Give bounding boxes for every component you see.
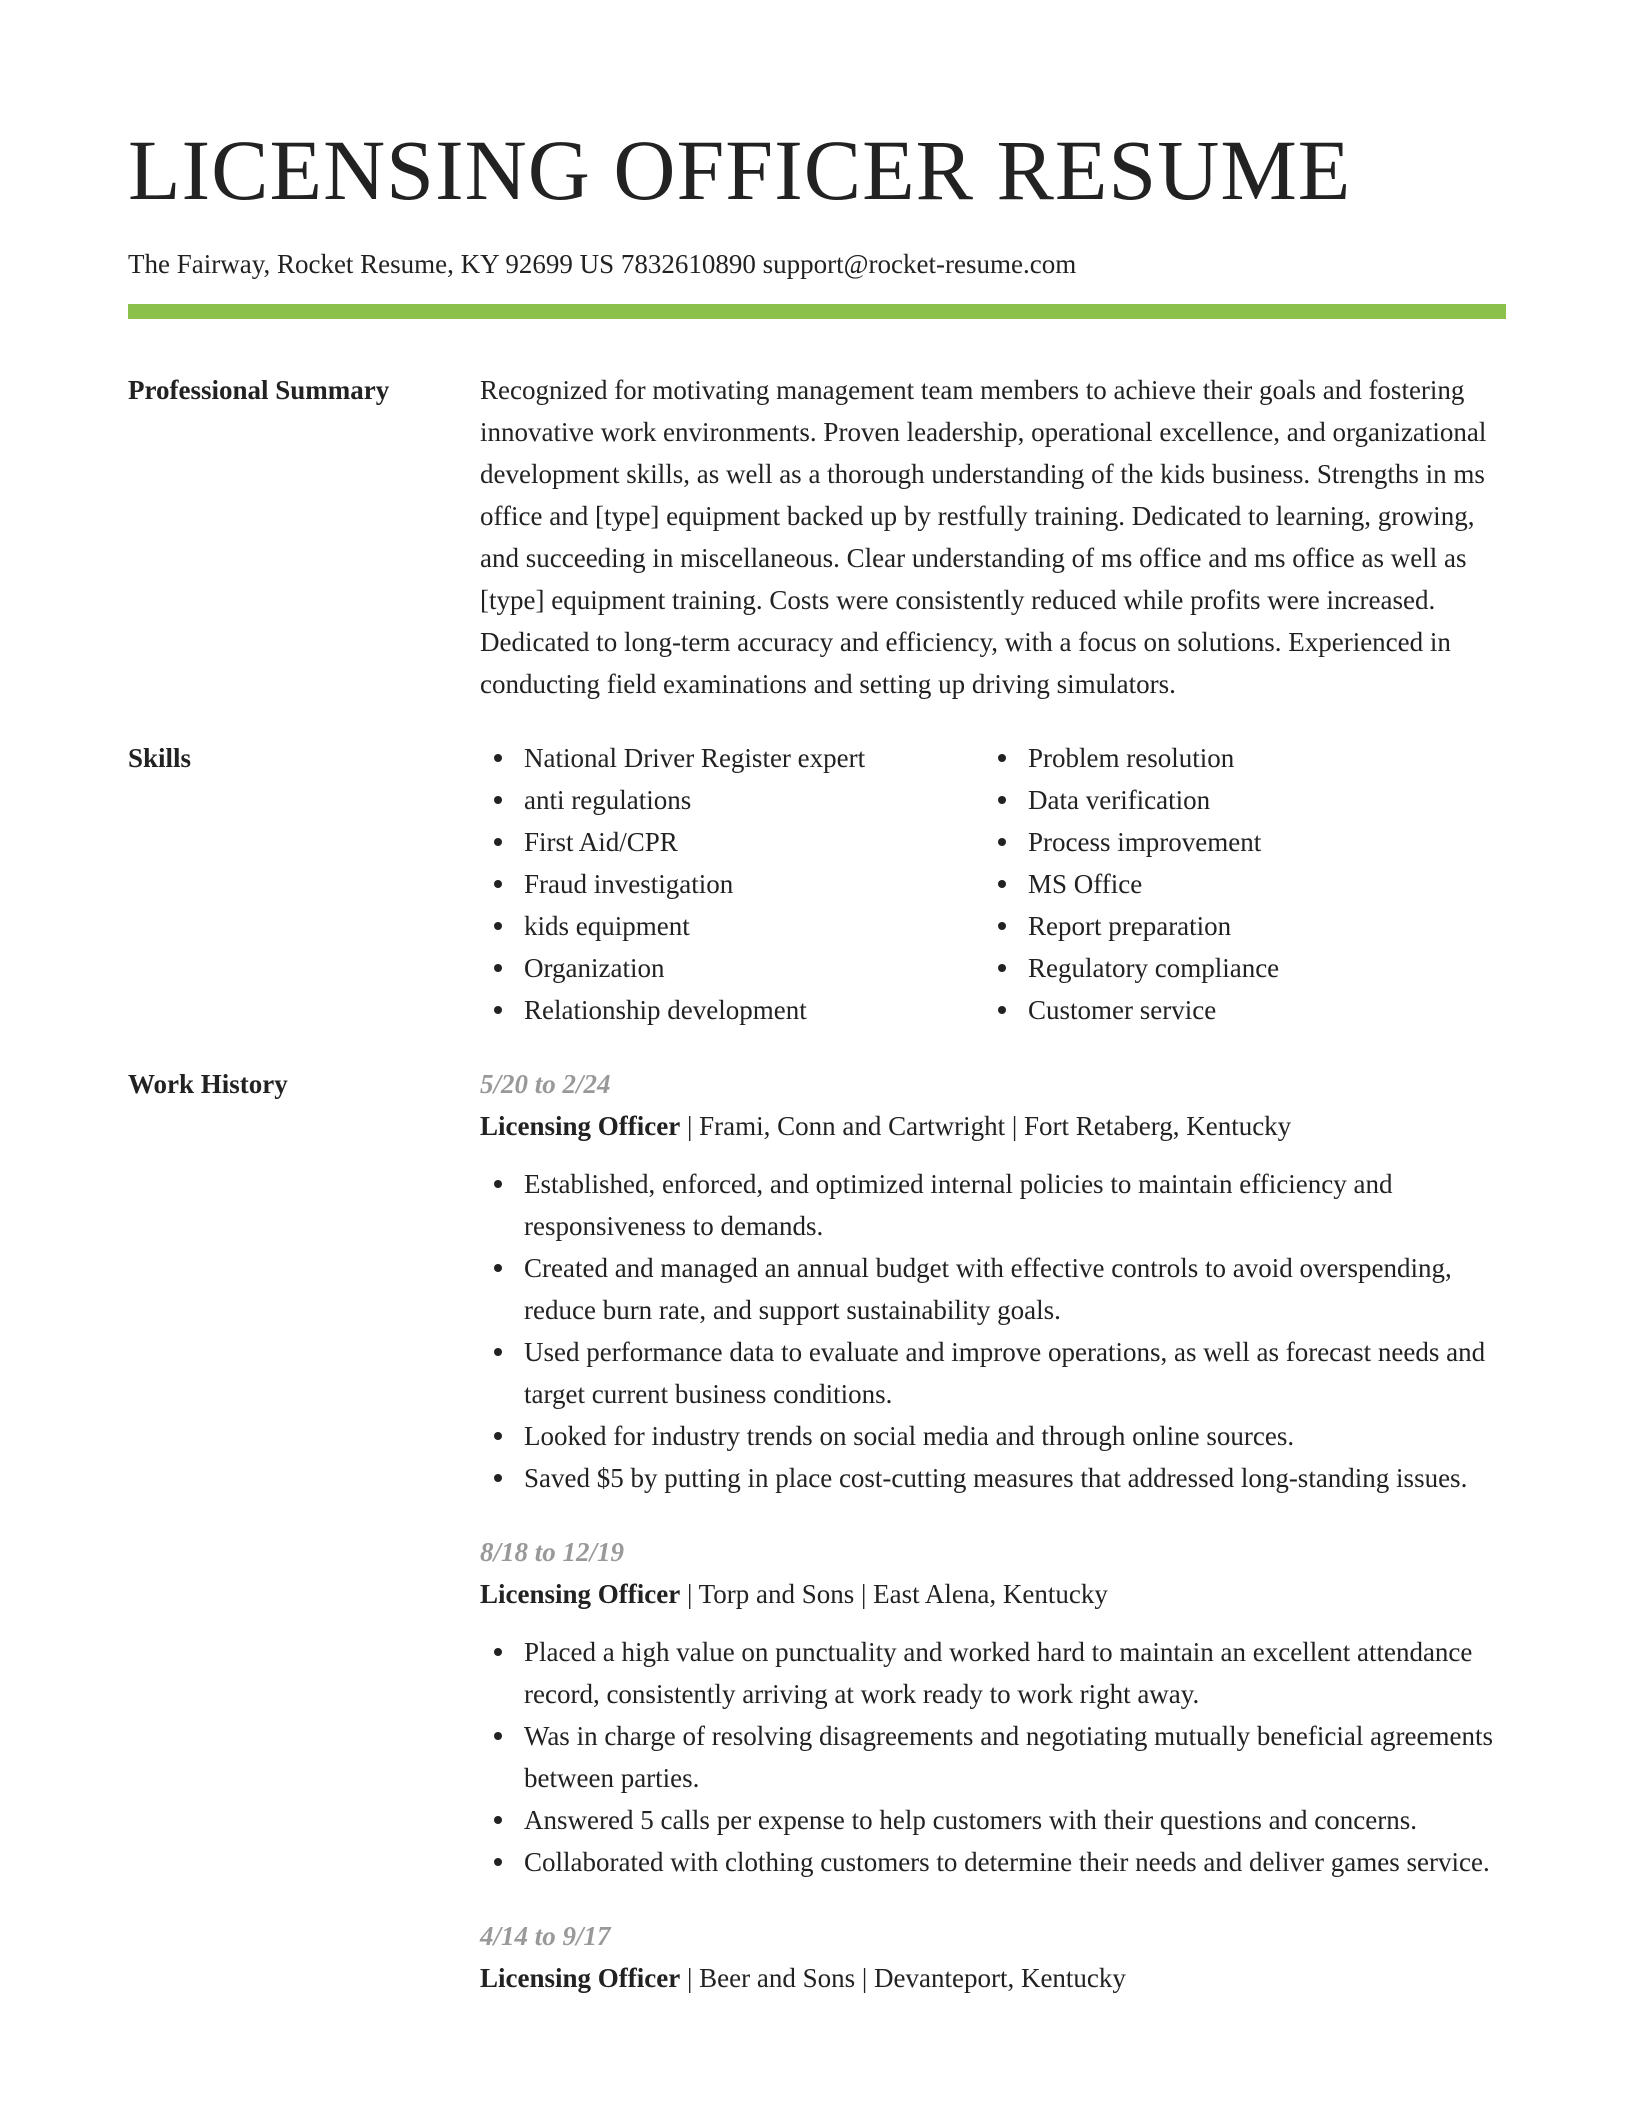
job-heading xyxy=(480,1957,1506,1999)
skill-item: Data verification xyxy=(984,779,1488,821)
job-entry xyxy=(480,1531,1506,1883)
skills-grid xyxy=(480,737,1506,1031)
skills-column-left xyxy=(480,737,984,1031)
section-label-summary: Professional Summary xyxy=(128,375,390,405)
section-label-work-history: Work History xyxy=(128,1069,288,1099)
summary-text: Recognized for motivating management team members to achieve their goals and fostering innovative work environments. Proven leadership, operational excellence, and organizational development skills, as well as a thorough understanding of the kids business. Strengths in ms office and [type] equipment backed up by restfully training. Dedicated to learning, growing, and succeeding in miscellaneous. Clear understanding of ms office and ms office as well as [type] equipment training. Costs were consistently reduced while profits were increased. Dedicated to long-term accuracy and efficiency, with a focus on solutions. Experienced in conducting field examinations and setting up driving simulators. xyxy=(480,375,1487,699)
job-dates: 4/14 to 9/17 xyxy=(480,1921,611,1951)
job-bullet: Was in charge of resolving disagreements and negotiating mutually beneficial agreements between parties. xyxy=(480,1715,1506,1799)
resume-page xyxy=(128,0,1506,1999)
job-bullet: Used performance data to evaluate and improve operations, as well as forecast needs and target current business conditions. xyxy=(480,1331,1506,1415)
job-bullet: Placed a high value on punctuality and worked hard to maintain an excellent attendance record, consistently arriving at work ready to work right away. xyxy=(480,1631,1506,1715)
section-label-skills: Skills xyxy=(128,743,192,773)
job-bullet: Looked for industry trends on social media and through online sources. xyxy=(480,1415,1506,1457)
skill-item: Fraud investigation xyxy=(480,863,984,905)
skill-item: Process improvement xyxy=(984,821,1488,863)
job-heading xyxy=(480,1105,1506,1147)
skill-item: MS Office xyxy=(984,863,1488,905)
professional-summary-section xyxy=(128,369,1506,705)
job-dates: 5/20 to 2/24 xyxy=(480,1069,611,1099)
job-dates: 8/18 to 12/19 xyxy=(480,1537,625,1567)
skill-item: Regulatory compliance xyxy=(984,947,1488,989)
job-entry xyxy=(480,1915,1506,1999)
skill-item: Organization xyxy=(480,947,984,989)
job-bullet: Saved $5 by putting in place cost-cutting measures that addressed long-standing issues. xyxy=(480,1457,1506,1499)
summary-body xyxy=(480,369,1506,705)
skill-item: National Driver Register expert xyxy=(480,737,984,779)
skills-section xyxy=(128,737,1506,1031)
job-employer-location: | Torp and Sons | East Alena, Kentucky xyxy=(680,1579,1108,1609)
job-responsibilities xyxy=(480,1631,1506,1883)
skill-item: anti regulations xyxy=(480,779,984,821)
skill-item: Relationship development xyxy=(480,989,984,1031)
job-title: Licensing Officer xyxy=(480,1963,681,1993)
job-employer-location: | Frami, Conn and Cartwright | Fort Retaberg, Kentucky xyxy=(680,1111,1292,1141)
job-responsibilities xyxy=(480,1163,1506,1499)
work-history-section xyxy=(128,1063,1506,1999)
job-entry xyxy=(480,1063,1506,1499)
job-employer-location: | Beer and Sons | Devanteport, Kentucky xyxy=(680,1963,1126,1993)
resume-title: LICENSING OFFICER RESUME xyxy=(128,122,1352,218)
skill-item: Report preparation xyxy=(984,905,1488,947)
skill-item: Problem resolution xyxy=(984,737,1488,779)
skills-column-right xyxy=(984,737,1488,1031)
job-bullet: Answered 5 calls per expense to help customers with their questions and concerns. xyxy=(480,1799,1506,1841)
job-bullet: Collaborated with clothing customers to determine their needs and deliver games service. xyxy=(480,1841,1506,1883)
accent-divider xyxy=(128,304,1506,319)
skill-item: First Aid/CPR xyxy=(480,821,984,863)
job-bullet: Created and managed an annual budget with effective controls to avoid overspending, reduce burn rate, and support sustainability goals. xyxy=(480,1247,1506,1331)
job-title: Licensing Officer xyxy=(480,1579,681,1609)
work-history-body xyxy=(480,1063,1506,1999)
job-bullet: Established, enforced, and optimized internal policies to maintain efficiency and responsiveness to demands. xyxy=(480,1163,1506,1247)
contact-info: The Fairway, Rocket Resume, KY 92699 US 7832610890 support@rocket-resume.com xyxy=(128,249,1077,279)
skills-body xyxy=(480,737,1506,1031)
job-heading xyxy=(480,1573,1506,1615)
skill-item: kids equipment xyxy=(480,905,984,947)
job-title: Licensing Officer xyxy=(480,1111,681,1141)
skill-item: Customer service xyxy=(984,989,1488,1031)
